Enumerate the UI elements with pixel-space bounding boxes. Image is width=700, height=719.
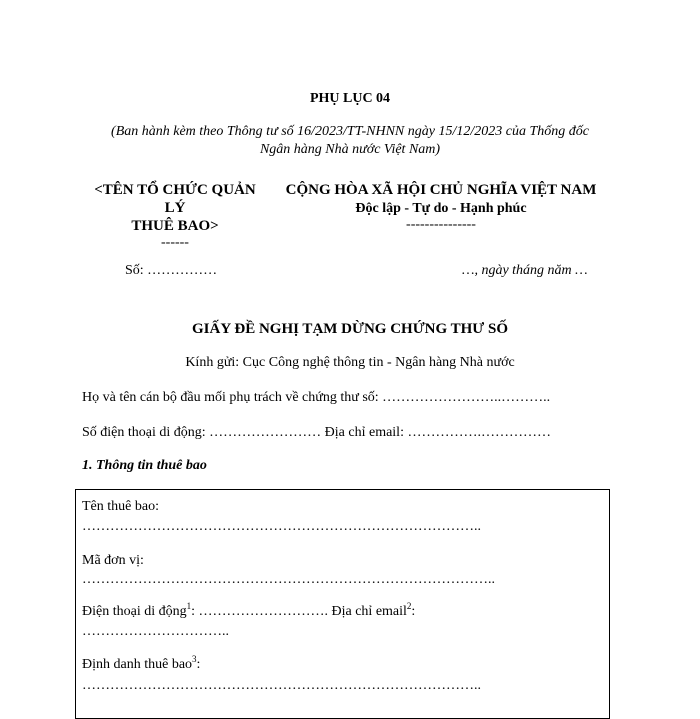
appendix-subtitle-line2: Ngân hàng Nhà nước Việt Nam) [259,142,441,157]
document-title: GIẤY ĐỀ NGHỊ TẠM DỪNG CHỨNG THƯ SỐ [192,321,508,337]
footnote-3-marker: 3 [192,654,197,664]
date-line: …, ngày tháng năm … [462,263,588,278]
email-colon: : [411,604,416,619]
section1-heading: 1. Thông tin thuê bao [82,458,207,473]
mobile-label: Điện thoại di động [82,604,187,619]
mobile-email-line [82,601,416,620]
footnote-2-marker: 2 [406,601,412,611]
appendix-title: PHỤ LỤC 04 [309,91,391,106]
recipient-line: Kính gửi: Cục Công nghệ thông tin - Ngân hàng Nhà nước [185,355,515,370]
subscriber-name-dots: ………………………………………………………………………….. [82,519,481,534]
national-motto: Độc lập - Tự do - Hạnh phúc [355,201,527,216]
identifier-line [82,654,201,673]
org-name-rule: ------ [161,235,189,250]
officer-name-field: Họ và tên cán bộ đầu mối phụ trách về chứng thư số: ……………………..……….. [82,390,551,405]
mobile-dots: : ………………………. Địa chỉ email [191,604,407,619]
email-dots: ………………………….. [82,624,229,639]
national-title: CỘNG HÒA XÃ HỘI CHỦ NGHĨA VIỆT NAM [285,182,597,198]
unit-code-dots: …………………………………………………………………………….. [82,572,495,587]
org-name-line3: THUÊ BAO> [131,218,219,234]
national-rule: --------------- [406,217,476,232]
phone-email-field: Số điện thoại di động: …………………… Địa chỉ email: …………….…………… [82,425,551,440]
identifier-dots: ………………………………………………………………………….. [82,678,481,693]
identifier-colon: : [196,657,201,672]
org-name-line2: LÝ [164,200,186,216]
org-name-line1: <TÊN TỔ CHỨC QUẢN [94,182,256,198]
appendix-subtitle-line1: (Ban hành kèm theo Thông tư số 16/2023/TT-NHNN ngày 15/12/2023 của Thống đốc [111,124,589,139]
identifier-label: Định danh thuê bao [82,657,193,672]
document-number: Số: …………… [125,263,218,278]
unit-code-label: Mã đơn vị: [82,553,144,568]
subscriber-name-label: Tên thuê bao: [82,499,159,514]
footnote-1-marker: 1 [186,601,192,611]
